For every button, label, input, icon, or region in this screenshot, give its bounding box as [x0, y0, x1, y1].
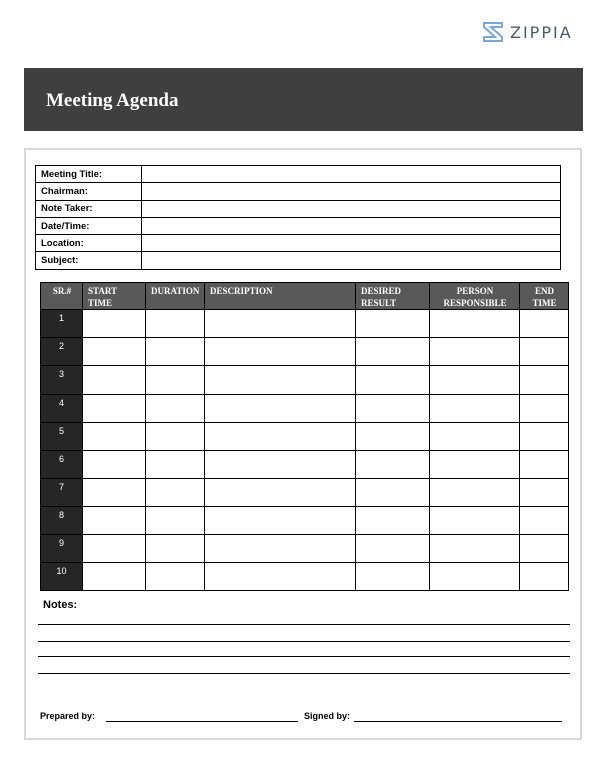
desired-result-cell[interactable] — [356, 423, 430, 451]
prepared-by-line[interactable] — [106, 721, 298, 722]
start-time-cell[interactable] — [83, 395, 146, 423]
end-time-cell[interactable] — [520, 479, 569, 507]
start-time-cell[interactable] — [83, 563, 146, 591]
end-time-cell[interactable] — [520, 507, 569, 535]
header-end-time: END TIME — [520, 283, 569, 310]
desired-result-cell[interactable] — [356, 479, 430, 507]
person-responsible-cell[interactable] — [430, 423, 520, 451]
sr-number: 5 — [41, 423, 83, 451]
person-responsible-cell[interactable] — [430, 395, 520, 423]
sr-number: 6 — [41, 451, 83, 479]
end-time-cell[interactable] — [520, 535, 569, 563]
agenda-row — [41, 479, 569, 507]
desired-result-cell[interactable] — [356, 338, 430, 366]
start-time-cell[interactable] — [83, 338, 146, 366]
sr-number: 9 — [41, 535, 83, 563]
description-cell[interactable] — [205, 338, 356, 366]
desired-result-cell[interactable] — [356, 451, 430, 479]
duration-cell[interactable] — [146, 507, 205, 535]
sr-number: 8 — [41, 507, 83, 535]
agenda-row — [41, 507, 569, 535]
info-value-field[interactable] — [142, 200, 561, 217]
header-desired-result: DESIRED RESULT — [356, 283, 430, 310]
header-sr: SR.# — [41, 283, 83, 310]
description-cell[interactable] — [205, 507, 356, 535]
start-time-cell[interactable] — [83, 451, 146, 479]
description-cell[interactable] — [205, 535, 356, 563]
description-cell[interactable] — [205, 451, 356, 479]
notes-line[interactable] — [38, 656, 570, 657]
notes-line[interactable] — [38, 624, 570, 625]
prepared-by-label: Prepared by: — [40, 711, 96, 721]
sr-number: 4 — [41, 395, 83, 423]
zippia-logo-icon — [482, 21, 504, 43]
brand-name: ZIPPIA — [510, 22, 573, 42]
start-time-cell[interactable] — [83, 423, 146, 451]
header-duration: DURATION — [146, 283, 205, 310]
start-time-cell[interactable] — [83, 479, 146, 507]
agenda-row — [41, 535, 569, 563]
sr-number: 3 — [41, 366, 83, 395]
sr-number: 10 — [41, 563, 83, 591]
info-value-field[interactable] — [142, 235, 561, 252]
duration-cell[interactable] — [146, 423, 205, 451]
person-responsible-cell[interactable] — [430, 451, 520, 479]
end-time-cell[interactable] — [520, 563, 569, 591]
desired-result-cell[interactable] — [356, 310, 430, 338]
signed-by-line[interactable] — [354, 721, 562, 722]
signed-by-label: Signed by: — [304, 711, 351, 721]
sr-number: 1 — [41, 310, 83, 338]
info-row — [36, 252, 561, 269]
notes-line[interactable] — [38, 641, 570, 642]
end-time-cell[interactable] — [520, 423, 569, 451]
agenda-row — [41, 423, 569, 451]
agenda-row — [41, 563, 569, 591]
start-time-cell[interactable] — [83, 507, 146, 535]
meeting-info-table — [35, 165, 561, 270]
agenda-row — [41, 451, 569, 479]
title-banner — [24, 68, 583, 131]
end-time-cell[interactable] — [520, 395, 569, 423]
end-time-cell[interactable] — [520, 310, 569, 338]
agenda-row — [41, 310, 569, 338]
agenda-table — [40, 282, 569, 591]
header-description: DESCRIPTION — [205, 283, 356, 310]
person-responsible-cell[interactable] — [430, 310, 520, 338]
sr-number: 2 — [41, 338, 83, 366]
info-label: Location: — [36, 235, 142, 252]
description-cell[interactable] — [205, 423, 356, 451]
info-row — [36, 200, 561, 217]
duration-cell[interactable] — [146, 366, 205, 395]
description-cell[interactable] — [205, 563, 356, 591]
info-value-field[interactable] — [142, 166, 561, 183]
start-time-cell[interactable] — [83, 366, 146, 395]
info-row — [36, 183, 561, 200]
description-cell[interactable] — [205, 395, 356, 423]
info-row — [36, 217, 561, 234]
info-label: Note Taker: — [36, 200, 142, 217]
agenda-row — [41, 366, 569, 395]
person-responsible-cell[interactable] — [430, 507, 520, 535]
end-time-cell[interactable] — [520, 451, 569, 479]
desired-result-cell[interactable] — [356, 535, 430, 563]
start-time-cell[interactable] — [83, 535, 146, 563]
zippia-logo — [482, 20, 573, 44]
agenda-row — [41, 395, 569, 423]
info-label: Date/Time: — [36, 217, 142, 234]
person-responsible-cell[interactable] — [430, 338, 520, 366]
start-time-cell[interactable] — [83, 310, 146, 338]
header-person-responsible: PERSON RESPONSIBLE — [430, 283, 520, 310]
sr-number: 7 — [41, 479, 83, 507]
info-label: Chairman: — [36, 183, 142, 200]
duration-cell[interactable] — [146, 535, 205, 563]
end-time-cell[interactable] — [520, 366, 569, 395]
info-label: Subject: — [36, 252, 142, 269]
description-cell[interactable] — [205, 479, 356, 507]
info-value-field[interactable] — [142, 217, 561, 234]
description-cell[interactable] — [205, 310, 356, 338]
info-row — [36, 166, 561, 183]
duration-cell[interactable] — [146, 338, 205, 366]
person-responsible-cell[interactable] — [430, 563, 520, 591]
agenda-row — [41, 338, 569, 366]
duration-cell[interactable] — [146, 451, 205, 479]
agenda-header-row — [41, 283, 569, 310]
person-responsible-cell[interactable] — [430, 479, 520, 507]
duration-cell[interactable] — [146, 395, 205, 423]
info-label: Meeting Title: — [36, 166, 142, 183]
duration-cell[interactable] — [146, 479, 205, 507]
notes-line[interactable] — [38, 673, 570, 674]
header-start-time: START TIME — [83, 283, 146, 310]
description-cell[interactable] — [205, 366, 356, 395]
agenda-body — [41, 310, 569, 591]
desired-result-cell[interactable] — [356, 507, 430, 535]
desired-result-cell[interactable] — [356, 366, 430, 395]
duration-cell[interactable] — [146, 310, 205, 338]
desired-result-cell[interactable] — [356, 395, 430, 423]
page-title: Meeting Agenda — [46, 90, 179, 111]
info-value-field[interactable] — [142, 183, 561, 200]
person-responsible-cell[interactable] — [430, 366, 520, 395]
desired-result-cell[interactable] — [356, 563, 430, 591]
info-row — [36, 235, 561, 252]
notes-label: Notes: — [43, 599, 78, 611]
info-value-field[interactable] — [142, 252, 561, 269]
duration-cell[interactable] — [146, 563, 205, 591]
end-time-cell[interactable] — [520, 338, 569, 366]
person-responsible-cell[interactable] — [430, 535, 520, 563]
